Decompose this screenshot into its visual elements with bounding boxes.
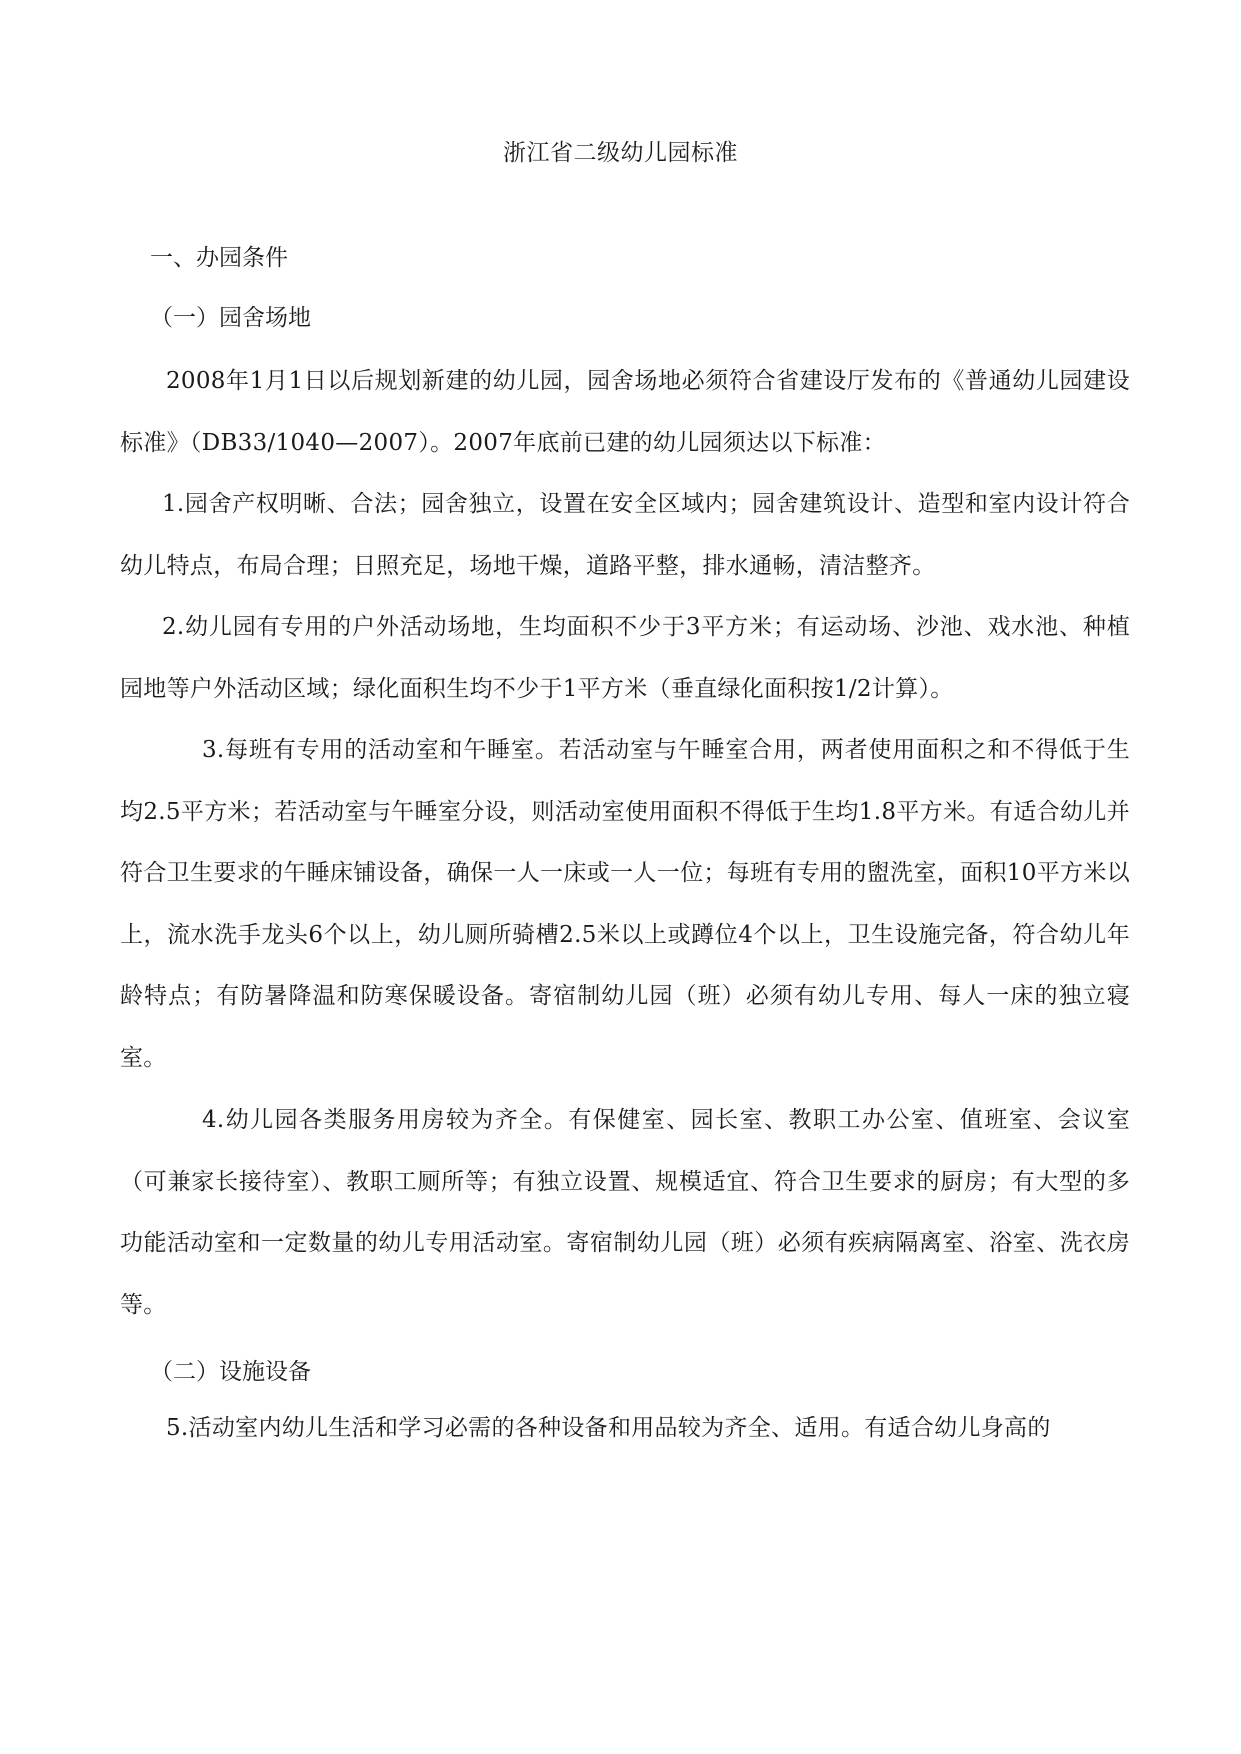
- subsection-heading-2: （二）设施设备: [150, 1359, 311, 1385]
- paragraph-item-3: 3.每班有专用的活动室和午睡室。若活动室与午睡室合用，两者使用面积之和不得低于生均2.5平方米；若活动室与午睡室分设，则活动室使用面积不得低于生均1.8平方米。有适合幼儿并符合卫生要求的午睡床铺设备，确保一人一床或一人一位；每班有专用的盥洗室，面积10平方米以上，流水洗手龙头6个以上，幼儿厕所骑槽2.5米以上或蹲位4个以上，卫生设施完备，符合幼儿年龄特点；有防暑降温和防寒保暖设备。寄宿制幼儿园（班）必须有幼儿专用、每人一床的独立寝室。: [120, 737, 1130, 1071]
- paragraph-item-5: 5.活动室内幼儿生活和学习必需的各种设备和用品较为齐全、适用。有适合幼儿身高的: [166, 1415, 1051, 1441]
- document-title: 浙江省二级幼儿园标准: [503, 140, 738, 166]
- section-heading-1: 一、办园条件: [150, 245, 288, 271]
- paragraph-item-2: 2.幼儿园有专用的户外活动场地，生均面积不少于3平方米；有运动场、沙池、戏水池、种植园地等户外活动区域；绿化面积生均不少于1平方米（垂直绿化面积按1/2计算）。: [120, 614, 1130, 702]
- subsection-heading-1: （一）园舍场地: [150, 305, 311, 331]
- paragraph-intro: 2008年1月1日以后规划新建的幼儿园，园舍场地必须符合省建设厅发布的《普通幼儿园建设标准》（DB33/1040—2007）。2007年底前已建的幼儿园须达以下标准：: [120, 368, 1130, 456]
- paragraph-item-4: 4.幼儿园各类服务用房较为齐全。有保健室、园长室、教职工办公室、值班室、会议室（可兼家长接待室）、教职工厕所等；有独立设置、规模适宜、符合卫生要求的厨房；有大型的多功能活动室和一定数量的幼儿专用活动室。寄宿制幼儿园（班）必须有疾病隔离室、浴室、洗衣房等。: [120, 1107, 1130, 1318]
- paragraph-item-1: 1.园舍产权明晰、合法；园舍独立，设置在安全区域内；园舍建筑设计、造型和室内设计符合幼儿特点，布局合理；日照充足，场地干燥，道路平整，排水通畅，清洁整齐。: [120, 491, 1130, 579]
